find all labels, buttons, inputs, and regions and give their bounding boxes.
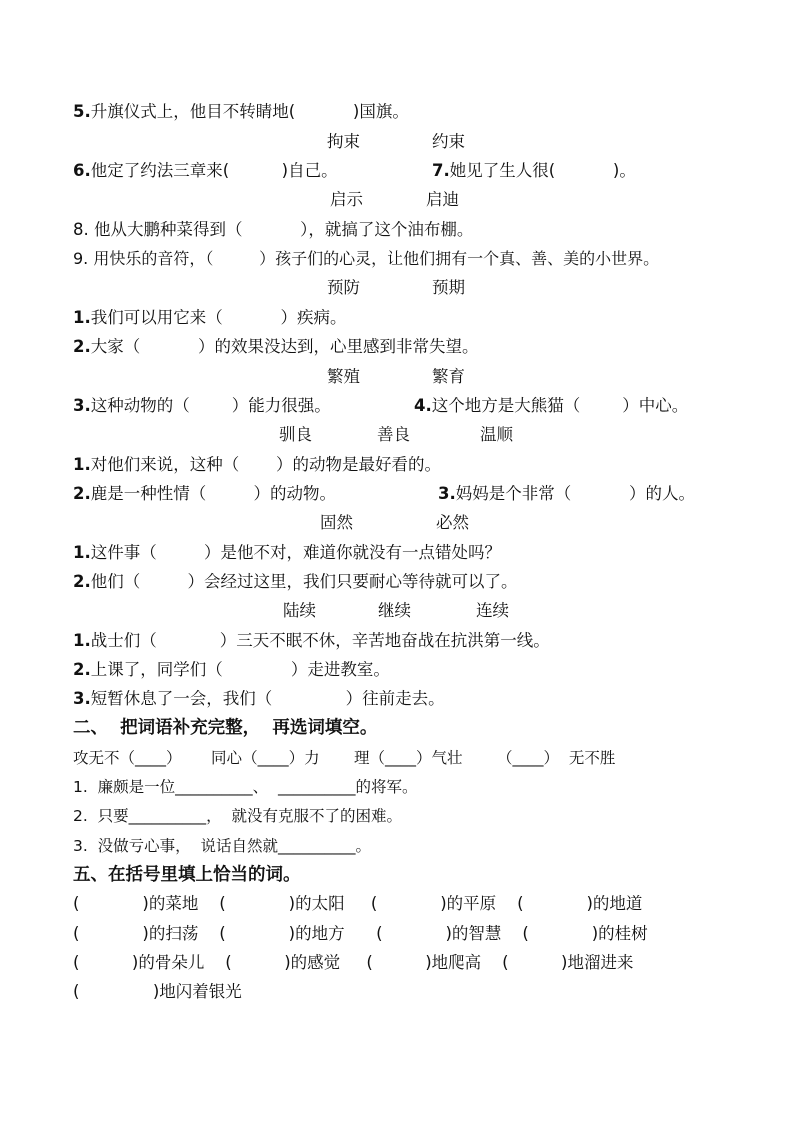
sentence-3 <box>438 483 695 505</box>
sentence-text: 我们可以用它来（ ）疾病。 <box>90 308 347 327</box>
sentence-text: 战士们（ ）三天不眠不休，辛苦地奋战在抗洪第一线。 <box>90 631 550 650</box>
item-number: 1. <box>73 631 91 650</box>
word-choice: 继续 <box>378 601 411 620</box>
sentence-6 <box>73 160 338 182</box>
word-choice: 繁育 <box>432 367 465 386</box>
item-number: 6. <box>73 161 91 180</box>
item-number: 3. <box>73 396 91 415</box>
fill-question-3: 3. 没做亏心事， 说话自然就__________。 <box>73 837 371 855</box>
word-choice: 启示 <box>330 190 363 209</box>
fill-question-1: 1. 廉颇是一位__________、 __________的将军。 <box>73 778 418 796</box>
sentence-text: 他定了约法三章来( )自己。 <box>90 161 338 180</box>
item-number: 2. <box>73 660 91 679</box>
sentence-2 <box>73 571 517 593</box>
sentence-1 <box>73 307 346 329</box>
sentence-text: 大家（ ）的效果没达到，心里感到非常失望。 <box>90 337 479 356</box>
item-number: 4. <box>414 396 432 415</box>
sentence-3 <box>73 688 445 710</box>
item-number: 3. <box>438 484 456 503</box>
item-number: 7. <box>432 161 450 180</box>
sentence-1 <box>73 454 441 476</box>
word-choice: 必然 <box>436 513 469 532</box>
item-number: 2. <box>73 572 91 591</box>
phrase-row-4: ( )地闪着银光 <box>73 982 242 1001</box>
sentence-text: 这个地方是大熊猫（ ）中心。 <box>431 396 689 415</box>
section-heading-5: 五、在括号里填上恰当的词。 <box>73 865 301 885</box>
sentence-1 <box>73 542 501 564</box>
word-choice: 连续 <box>476 601 509 620</box>
item-number: 1. <box>73 308 91 327</box>
sentence-text: 她见了生人很( )。 <box>449 161 636 180</box>
sentence-text: 对他们来说，这种（ ）的动物是最好看的。 <box>90 455 441 474</box>
sentence-2 <box>73 483 336 505</box>
sentence-text: 这种动物的（ ）能力很强。 <box>90 396 331 415</box>
sentence-2 <box>73 336 478 358</box>
word-choice: 启迪 <box>426 190 459 209</box>
sentence-3 <box>73 395 331 417</box>
sentence-text: 妈妈是个非常（ ）的人。 <box>455 484 695 503</box>
word-choice: 温顺 <box>480 425 513 444</box>
sentence-5 <box>73 101 409 123</box>
word-choice: 预期 <box>432 278 465 297</box>
sentence-text: 这件事（ ）是他不对，难道你就没有一点错处吗？ <box>90 543 501 562</box>
word-choice: 驯良 <box>279 425 312 444</box>
sentence-2 <box>73 659 390 681</box>
idiom-blanks: 攻无不（____） 同心（____）力 理（____）气壮 （____） 无不胜 <box>73 749 616 767</box>
word-choice: 固然 <box>320 513 353 532</box>
phrase-row-2: ( )的扫荡 ( )的地方 ( )的智慧 ( )的桂树 <box>73 924 648 943</box>
item-number: 2. <box>73 337 91 356</box>
word-choice: 拘束 <box>327 132 360 151</box>
item-number: 2. <box>73 484 91 503</box>
sentence-4 <box>414 395 688 417</box>
word-choice: 预防 <box>327 278 360 297</box>
sentence-text: 上课了，同学们（ ）走进教室。 <box>90 660 390 679</box>
sentence-1 <box>73 630 550 652</box>
word-choice: 繁殖 <box>327 367 360 386</box>
sentence-7 <box>432 160 636 182</box>
sentence-9: 9. 用快乐的音符，（ ）孩子们的心灵，让他们拥有一个真、善、美的小世界。 <box>73 249 660 268</box>
section-heading-2: 二、 把词语补充完整， 再选词填空。 <box>73 718 378 738</box>
sentence-text: 他们（ ）会经过这里，我们只要耐心等待就可以了。 <box>90 572 518 591</box>
item-number: 5. <box>73 102 91 121</box>
phrase-row-1: ( )的菜地 ( )的太阳 ( )的平原 ( )的地道 <box>73 894 643 913</box>
word-choice: 善良 <box>377 425 410 444</box>
word-choice: 陆续 <box>283 601 316 620</box>
fill-question-2: 2. 只要__________， 就没有克服不了的困难。 <box>73 807 402 825</box>
sentence-text: 升旗仪式上，他目不转睛地( )国旗。 <box>90 102 409 121</box>
sentence-text: 鹿是一种性情（ ）的动物。 <box>90 484 336 503</box>
phrase-row-3: ( )的骨朵儿 ( )的感觉 ( )地爬高 ( )地溜进来 <box>73 953 634 972</box>
item-number: 3. <box>73 689 91 708</box>
sentence-8: 8. 他从大鹏种菜得到（ ），就搞了这个油布棚。 <box>73 220 474 239</box>
item-number: 1. <box>73 543 91 562</box>
item-number: 1. <box>73 455 91 474</box>
word-choice: 约束 <box>432 132 465 151</box>
sentence-text: 短暂休息了一会，我们（ ）往前走去。 <box>90 689 445 708</box>
